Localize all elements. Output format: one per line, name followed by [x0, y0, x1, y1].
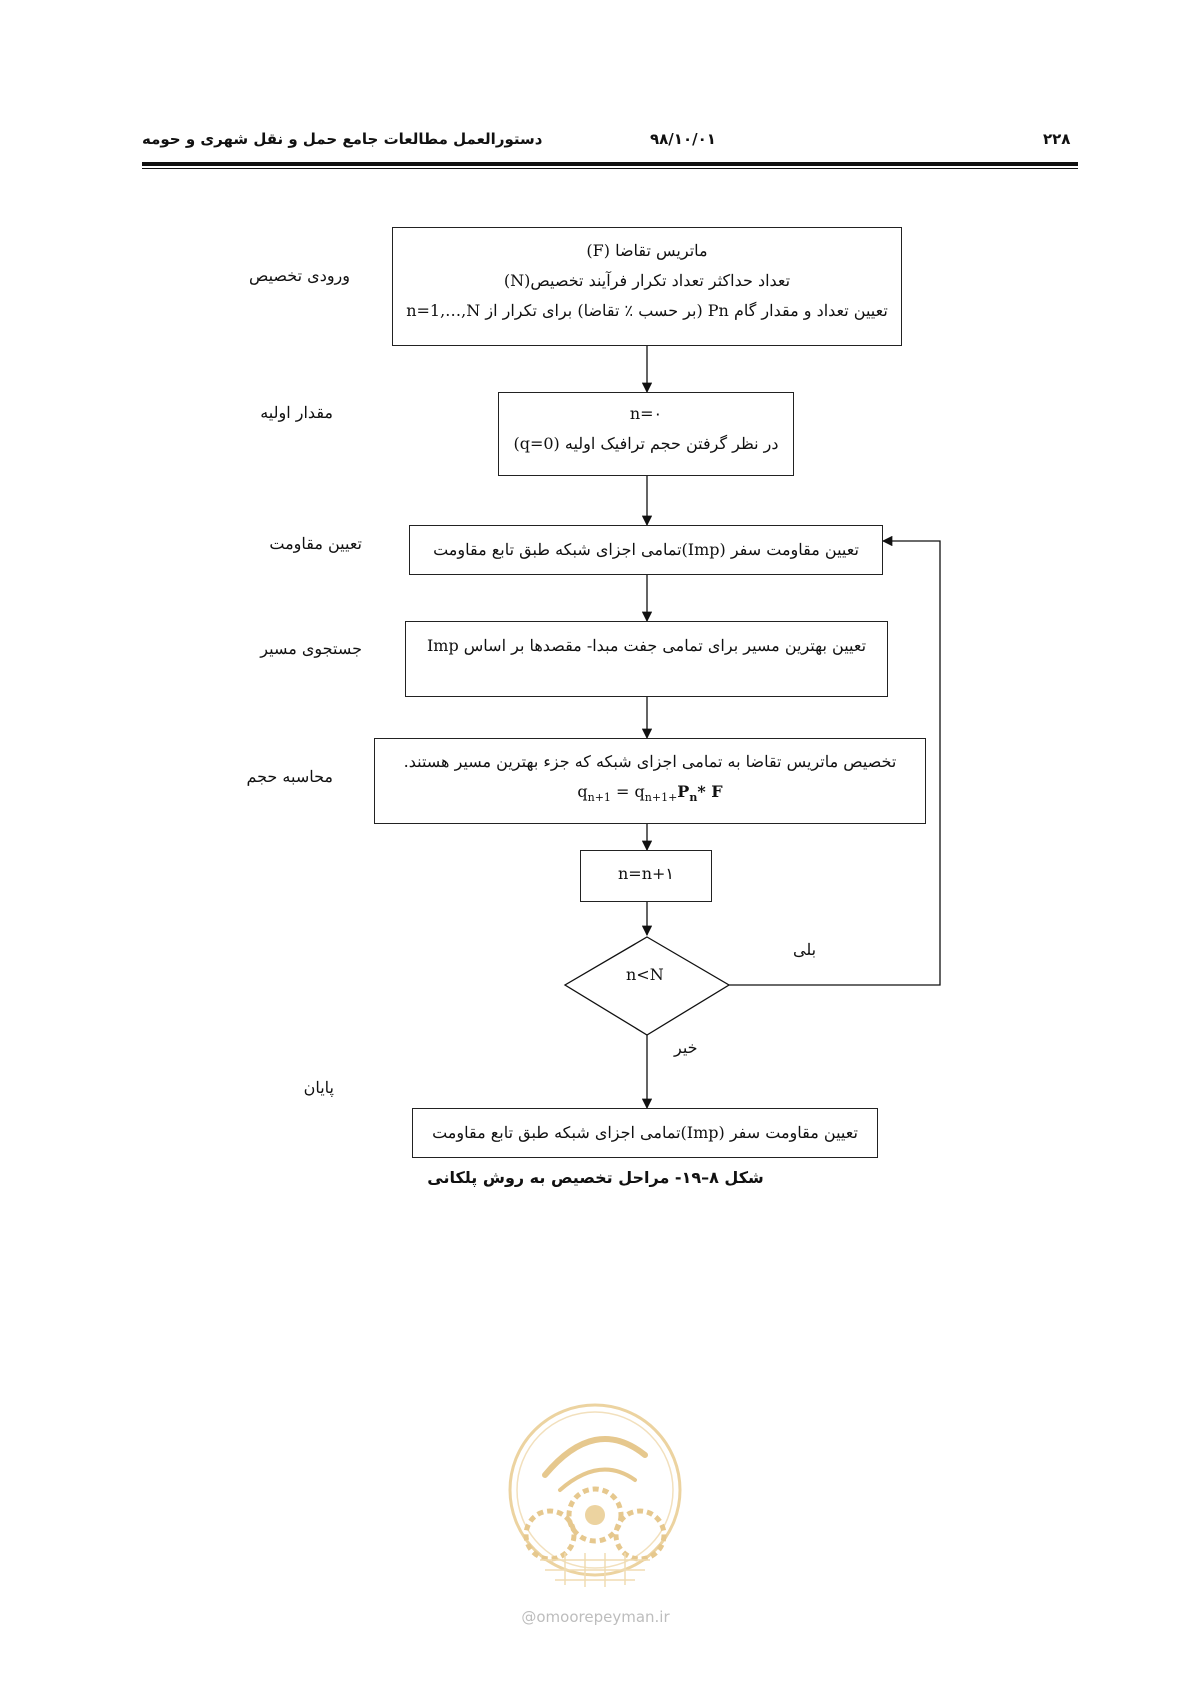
side-label-input: ورودی تخصیص [249, 266, 350, 285]
document-date: ۹۸/۱۰/۰۱ [650, 130, 716, 148]
initial-box [498, 392, 794, 476]
impedance-box [409, 525, 883, 575]
input-line-demand-matrix: ماتریس تقاضا (F) [586, 241, 708, 260]
increment-text: n=n+۱ [617, 864, 674, 883]
volume-box [374, 738, 926, 824]
end-box [412, 1108, 878, 1158]
side-label-impedance: تعیین مقاومت [269, 534, 362, 553]
increment-box [580, 850, 712, 902]
page-number: ۲۲۸ [1043, 130, 1071, 148]
initial-line-volume: در نظر گرفتن حجم ترافیک اولیه (q=0) [513, 434, 779, 453]
impedance-text: تعیین مقاومت سفر (Imp)تمامی اجزای شبکه طبق تابع مقاومت [433, 540, 859, 559]
input-line-step-size: تعیین تعداد و مقدار گام Pn (بر حسب ٪ تقاضا) برای تکرار از n=1,…,N [406, 301, 888, 320]
volume-formula: $q_{n+1} = q_{n+1+}P_n*$ F [577, 782, 723, 805]
figure-caption: شکل ۸–۱۹- مراحل تخصیص به روش پلکانی [427, 1168, 764, 1187]
side-label-initial: مقدار اولیه [260, 403, 333, 422]
input-box [392, 227, 902, 346]
input-line-max-iterations: تعداد حداکثر تعداد تکرار فرآیند تخصیص(N) [503, 271, 791, 290]
decision-diamond [565, 937, 729, 1035]
decision-no-label: خیر [674, 1038, 698, 1057]
path-search-text: تعیین بهترین مسیر برای تمامی جفت مبدا- مقصدها بر اساس Imp [426, 636, 867, 655]
watermark-logo [505, 1395, 685, 1595]
side-label-path-search: جستجوی مسیر [260, 639, 362, 658]
watermark-url: @omoorepeyman.ir [521, 1608, 670, 1626]
document-title: دستورالعمل مطالعات جامع حمل و نقل شهری و حومه [142, 130, 543, 148]
decision-text: n<N [626, 965, 664, 984]
initial-line-n: n=۰ [629, 404, 663, 423]
end-text: تعیین مقاومت سفر (Imp)تمامی اجزای شبکه طبق تابع مقاومت [432, 1123, 858, 1142]
volume-line-assign: تخصیص ماتریس تقاضا به تمامی اجزای شبکه که جزء بهترین مسیر هستند. [403, 752, 897, 771]
side-label-volume: محاسبه حجم [246, 767, 333, 786]
side-label-end: پایان [303, 1078, 334, 1097]
decision-yes-label: بلی [793, 940, 817, 959]
path-search-box [405, 621, 888, 697]
